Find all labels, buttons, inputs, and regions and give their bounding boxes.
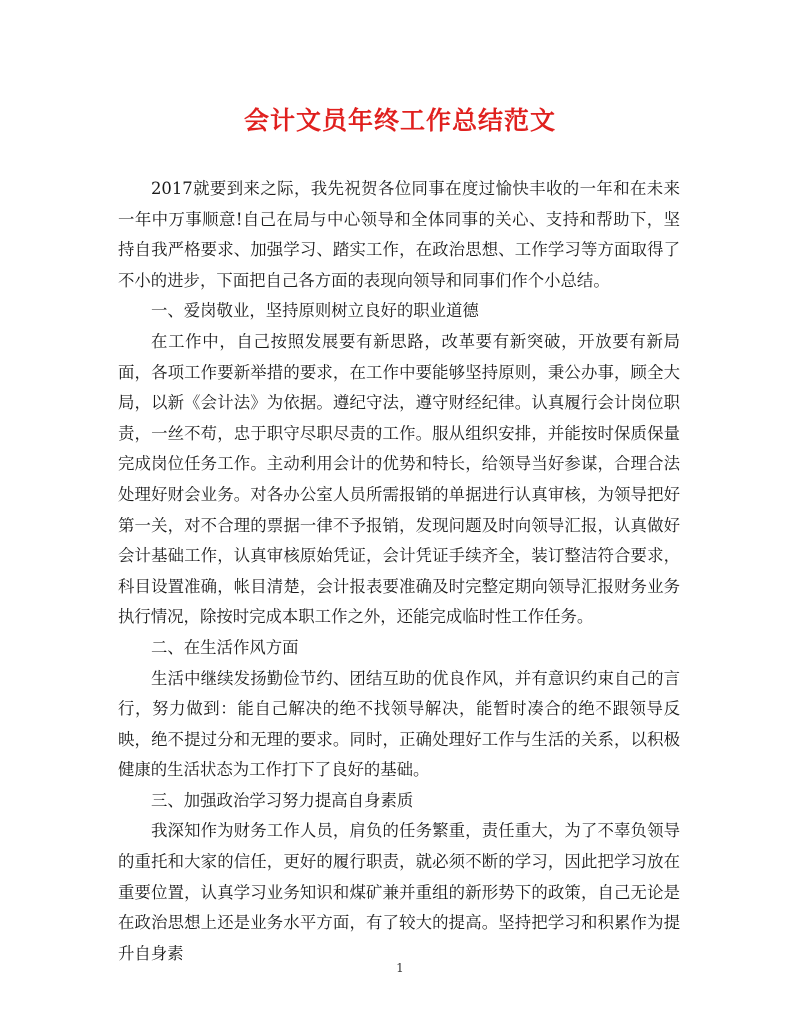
intro-paragraph: 2017就要到来之际，我先祝贺各位同事在度过愉快丰收的一年和在未来一年中万事顺意!自己在局与中心领导和全体同事的关心、支持和帮助下，坚持自我严格要求、加强学习、踏实工作，在政治思想、工作学习等方面取得了不小的进步，下面把自己各方面的表现向领导和同事们作个小总结。	[118, 179, 680, 290]
page-number: 1	[396, 961, 404, 975]
document-body	[118, 174, 680, 969]
section-paragraph-2: 生活中继续发扬勤俭节约、团结互助的优良作风，并有意识约束自己的言行，努力做到：能自己解决的绝不找领导解决，能暂时凑合的绝不跟领导反映，绝不提过分和无理的要求。同时，正确处理好工作与生活的关系，以积极健康的生活状态为工作打下了良好的基础。	[118, 668, 680, 780]
section-heading-1: 一、爱岗敬业，坚持原则树立良好的职业道德	[151, 301, 479, 321]
document-title: 会计文员年终工作总结范文	[243, 106, 556, 135]
section-heading-3: 三、加强政治学习努力提高自身素质	[151, 790, 414, 810]
section-paragraph-3: 我深知作为财务工作人员，肩负的任务繁重，责任重大，为了不辜负领导的重托和大家的信任，更好的履行职责，就必须不断的学习，因此把学习放在重要位置，认真学习业务知识和煤矿兼并重组的新形势下的政策，自己无论是在政治思想上还是业务水平方面，有了较大的提高。坚持把学习和积累作为提升自身素	[118, 821, 680, 963]
section-heading-2: 二、在生活作风方面	[151, 637, 299, 657]
section-paragraph-1: 在工作中，自己按照发展要有新思路，改革要有新突破，开放要有新局面，各项工作要新举措的要求，在工作中要能够坚持原则，秉公办事，顾全大局，以新《会计法》为依据。遵纪守法，遵守财经纪律。认真履行会计岗位职责，一丝不苟，忠于职守尽职尽责的工作。服从组织安排，并能按时保质保量完成岗位任务工作。主动利用会计的优势和特长，给领导当好参谋，合理合法处理好财会业务。对各办公室人员所需报销的单据进行认真审核，为领导把好第一关，对不合理的票据一律不予报销，发现问题及时向领导汇报，认真做好会计基础工作，认真审核原始凭证，会计凭证手续齐全，装订整洁符合要求，科目设置准确，帐目清楚，会计报表要准确及时完整定期向领导汇报财务业务执行情况，除按时完成本职工作之外，还能完成临时性工作任务。	[118, 331, 680, 627]
